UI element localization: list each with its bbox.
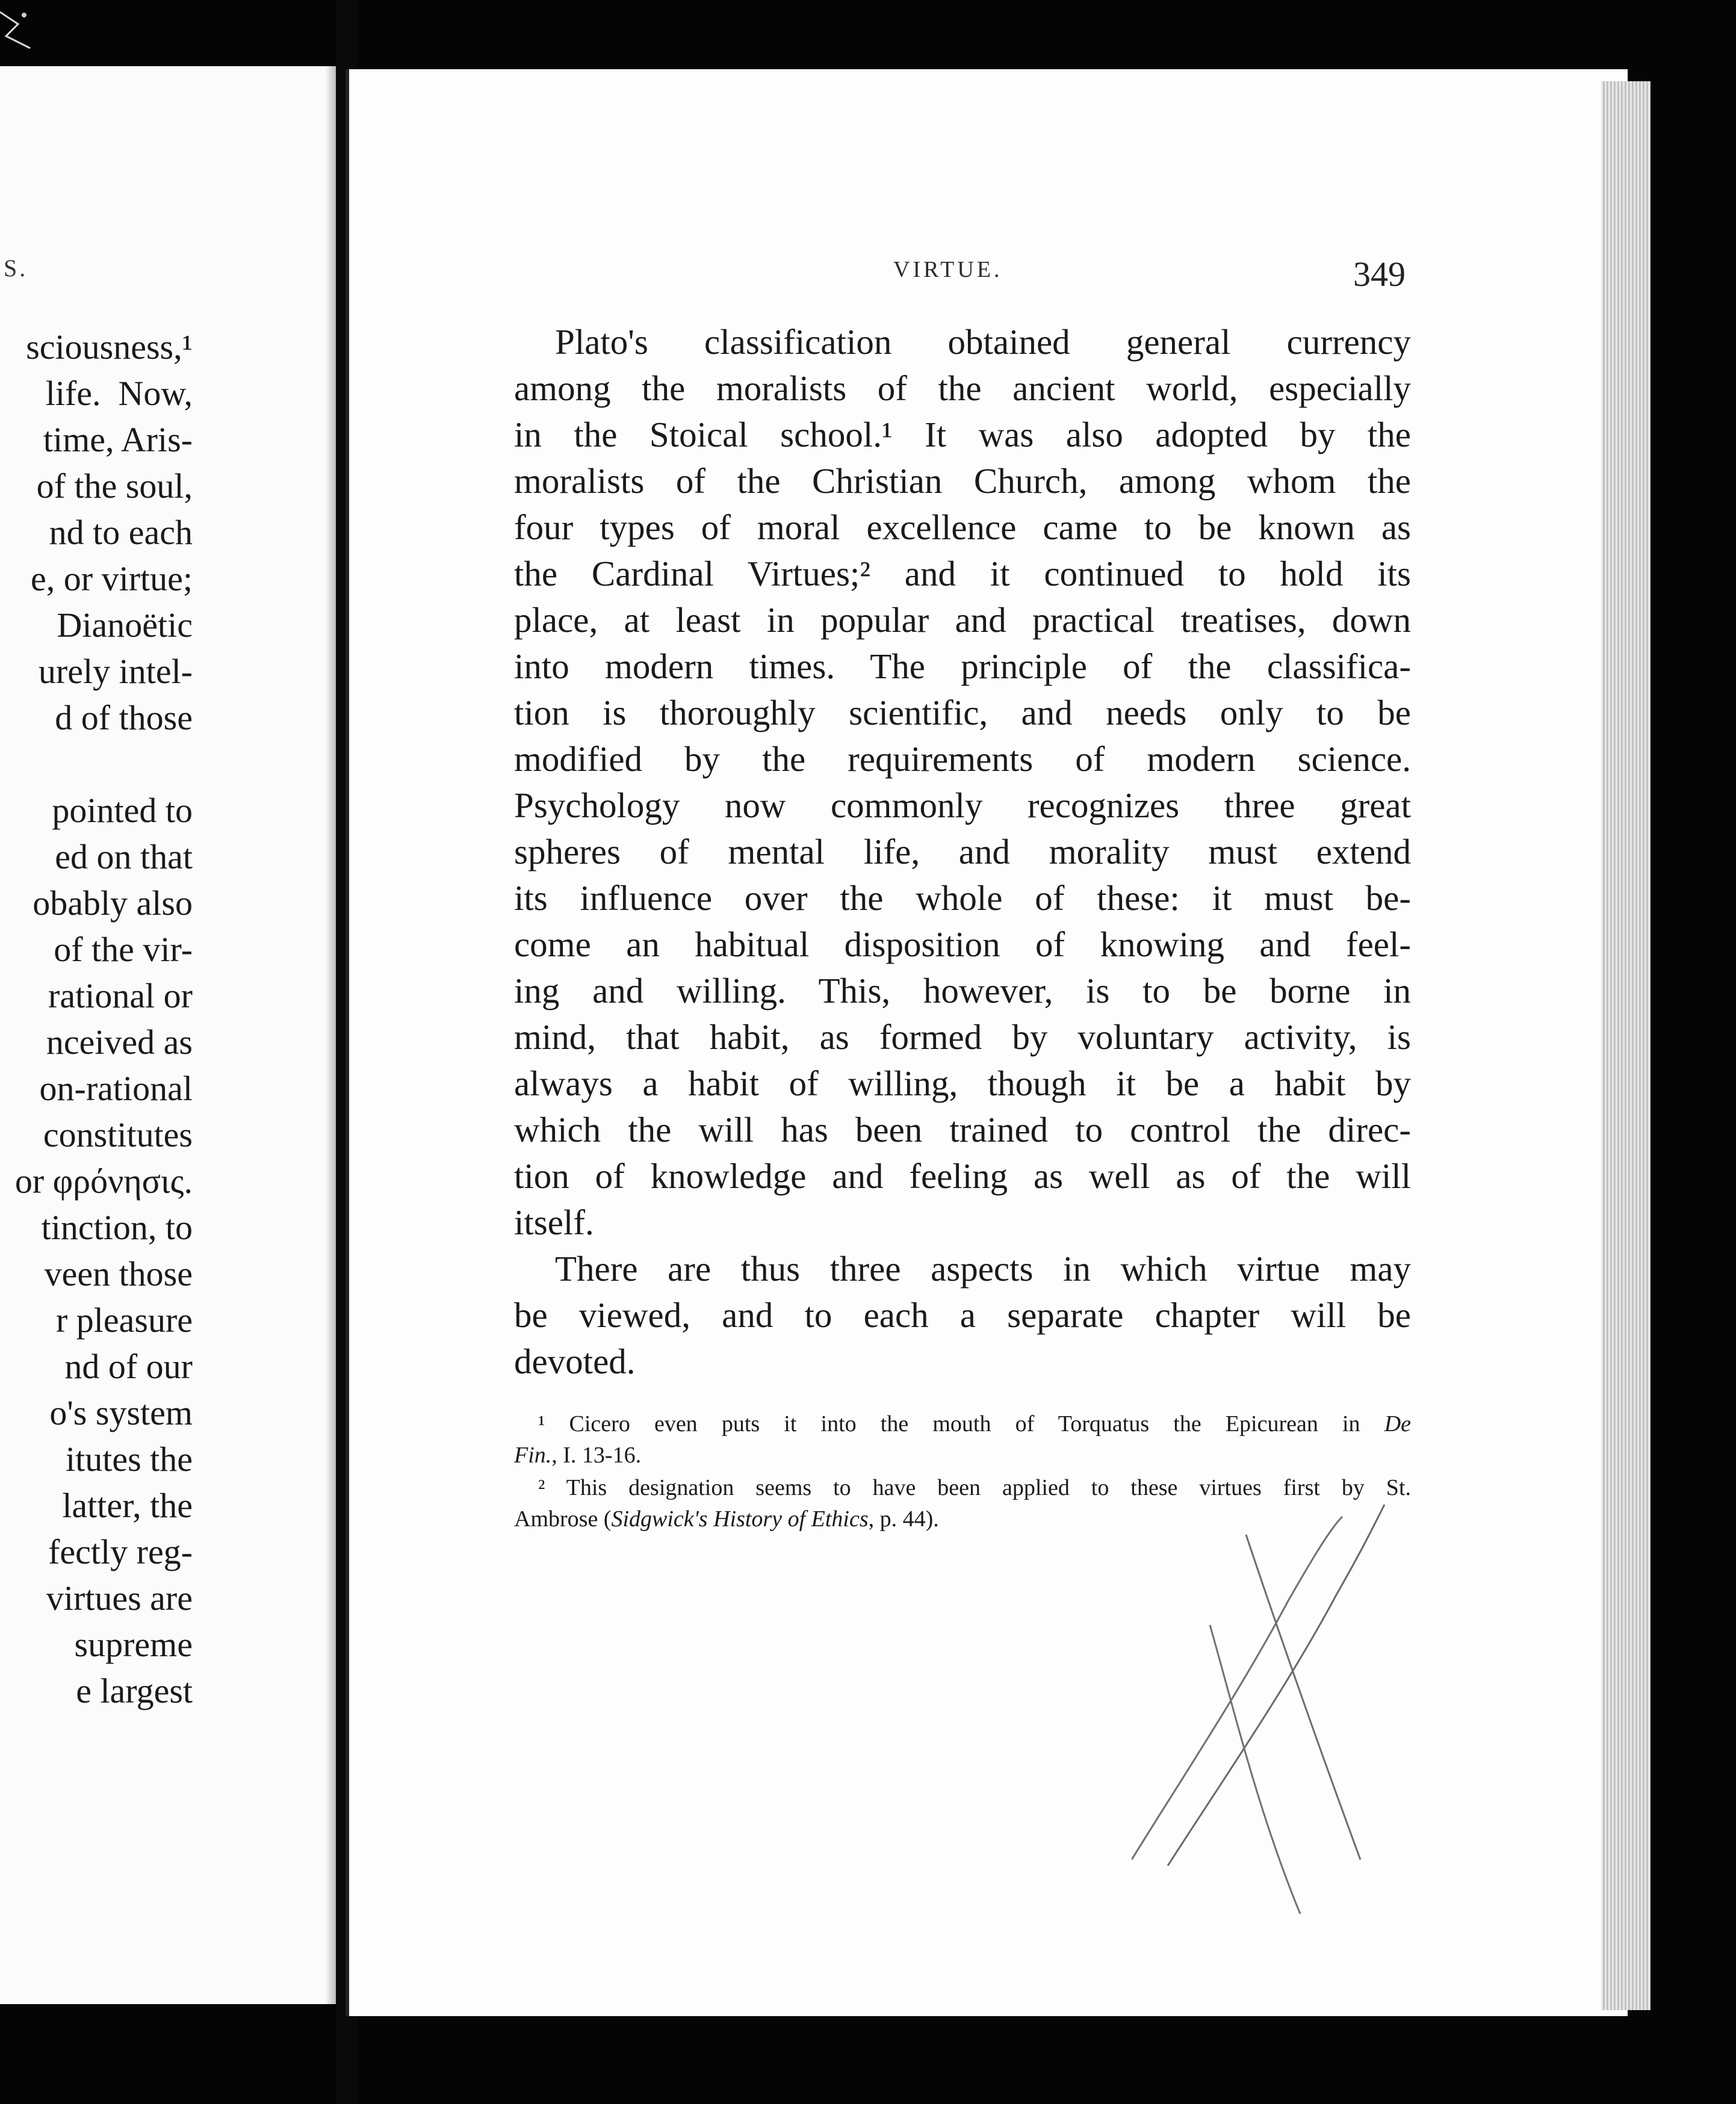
left-page-line: nd to each xyxy=(49,513,193,552)
footnote-2-text: ² This designation seems to have been applied to these virtues first by St. xyxy=(538,1475,1411,1500)
body-line: always a habit of willing, though it be a habit by xyxy=(514,1063,1411,1103)
left-page-line: life. Now, xyxy=(45,374,193,413)
body-line: devoted. xyxy=(514,1341,636,1381)
left-page-line: of the soul, xyxy=(36,466,193,506)
body-line: place, at least in popular and practical treatises, down xyxy=(514,600,1411,640)
scan-dust-mark xyxy=(0,0,54,54)
footnote-2-pre: Ambrose ( xyxy=(514,1506,612,1532)
footnote-1-line-1 xyxy=(538,1408,1411,1440)
body-line: itself. xyxy=(514,1202,594,1242)
left-page-line: or φρόνησις. xyxy=(14,1162,193,1201)
body-line: Plato's classification obtained general currency xyxy=(555,322,1411,362)
left-page-line: pointed to xyxy=(52,791,193,830)
body-line: tion of knowledge and feeling as well as of the will xyxy=(514,1156,1411,1196)
left-page-line: sciousness,¹ xyxy=(26,327,193,367)
left-page-line: fectly reg- xyxy=(48,1532,193,1571)
footnote-1-line-2 xyxy=(514,1440,1411,1471)
left-page-line: r pleasure xyxy=(55,1301,193,1340)
body-line: its influence over the whole of these: it must be- xyxy=(514,878,1411,918)
left-page-line: of the vir- xyxy=(54,930,193,969)
body-line: which the will has been trained to control the direc- xyxy=(514,1110,1411,1149)
body-line: moralists of the Christian Church, among whom the xyxy=(514,461,1411,501)
page-number: 349 xyxy=(1353,255,1406,294)
left-page-line: ed on that xyxy=(55,837,193,876)
page-edges xyxy=(1601,81,1651,2010)
body-line: come an habitual disposition of knowing and feel- xyxy=(514,924,1411,964)
left-page-line: virtues are xyxy=(46,1579,193,1618)
body-line: Psychology now commonly recognizes three great xyxy=(514,785,1411,825)
footnote-1-text: ¹ Cicero even puts it into the mouth of Torquatus the Epicurean in xyxy=(538,1411,1384,1437)
footnote-1-ref: , I. 13-16. xyxy=(551,1443,642,1468)
footnote-2-post: , p. 44). xyxy=(868,1506,939,1532)
left-page-line: constitutes xyxy=(43,1115,193,1154)
body-line: tion is thoroughly scientific, and needs only to be xyxy=(514,693,1411,732)
body-line: be viewed, and to each a separate chapter will be xyxy=(514,1295,1411,1335)
left-page-line: tinction, to xyxy=(41,1208,193,1247)
left-page-shadow xyxy=(325,66,336,2004)
left-page-line: supreme xyxy=(74,1625,193,1664)
left-page-line: veen those xyxy=(44,1254,193,1293)
left-page-line: itutes the xyxy=(65,1440,193,1479)
footnote-2-italic: Sidgwick's History of Ethics xyxy=(611,1506,869,1532)
footnote-1-italic: De xyxy=(1384,1411,1411,1437)
left-page-line: e largest xyxy=(76,1671,193,1710)
left-page-line: latter, the xyxy=(62,1486,193,1525)
running-head: VIRTUE. xyxy=(893,257,1003,282)
body-line: four types of moral excellence came to be known as xyxy=(514,507,1411,547)
left-page-line: d of those xyxy=(55,698,193,737)
body-line: in the Stoical school.¹ It was also adopted by the xyxy=(514,415,1411,454)
left-page-line: nceived as xyxy=(46,1023,193,1062)
body-line: among the moralists of the ancient world, especially xyxy=(514,368,1411,408)
left-page-line: Dianoëtic xyxy=(57,605,193,645)
body-line: mind, that habit, as formed by voluntary activity, is xyxy=(514,1017,1411,1057)
body-line: into modern times. The principle of the classifica- xyxy=(514,646,1411,686)
left-page-line: e, or virtue; xyxy=(31,559,193,598)
body-line: spheres of mental life, and morality must extend xyxy=(514,832,1411,871)
footnote-1-italic-2: Fin. xyxy=(514,1443,552,1468)
left-page-line: nd of our xyxy=(64,1347,193,1386)
body-line: modified by the requirements of modern science. xyxy=(514,739,1411,779)
left-running-head: S. xyxy=(4,255,28,282)
left-page-line: urely intel- xyxy=(38,652,193,691)
body-line: ing and willing. This, however, is to be borne in xyxy=(514,971,1411,1010)
left-page xyxy=(0,66,336,2004)
left-page-line: obably also xyxy=(33,883,193,923)
pencil-cross-mark xyxy=(1132,1493,1445,1938)
left-page-line: rational or xyxy=(48,976,193,1015)
left-page-line: on-rational xyxy=(39,1069,193,1108)
body-line: There are thus three aspects in which virtue may xyxy=(555,1249,1411,1289)
left-page-line: o's system xyxy=(49,1393,193,1432)
body-line: the Cardinal Virtues;² and it continued to hold its xyxy=(514,554,1411,593)
left-page-line: time, Aris- xyxy=(43,420,193,459)
